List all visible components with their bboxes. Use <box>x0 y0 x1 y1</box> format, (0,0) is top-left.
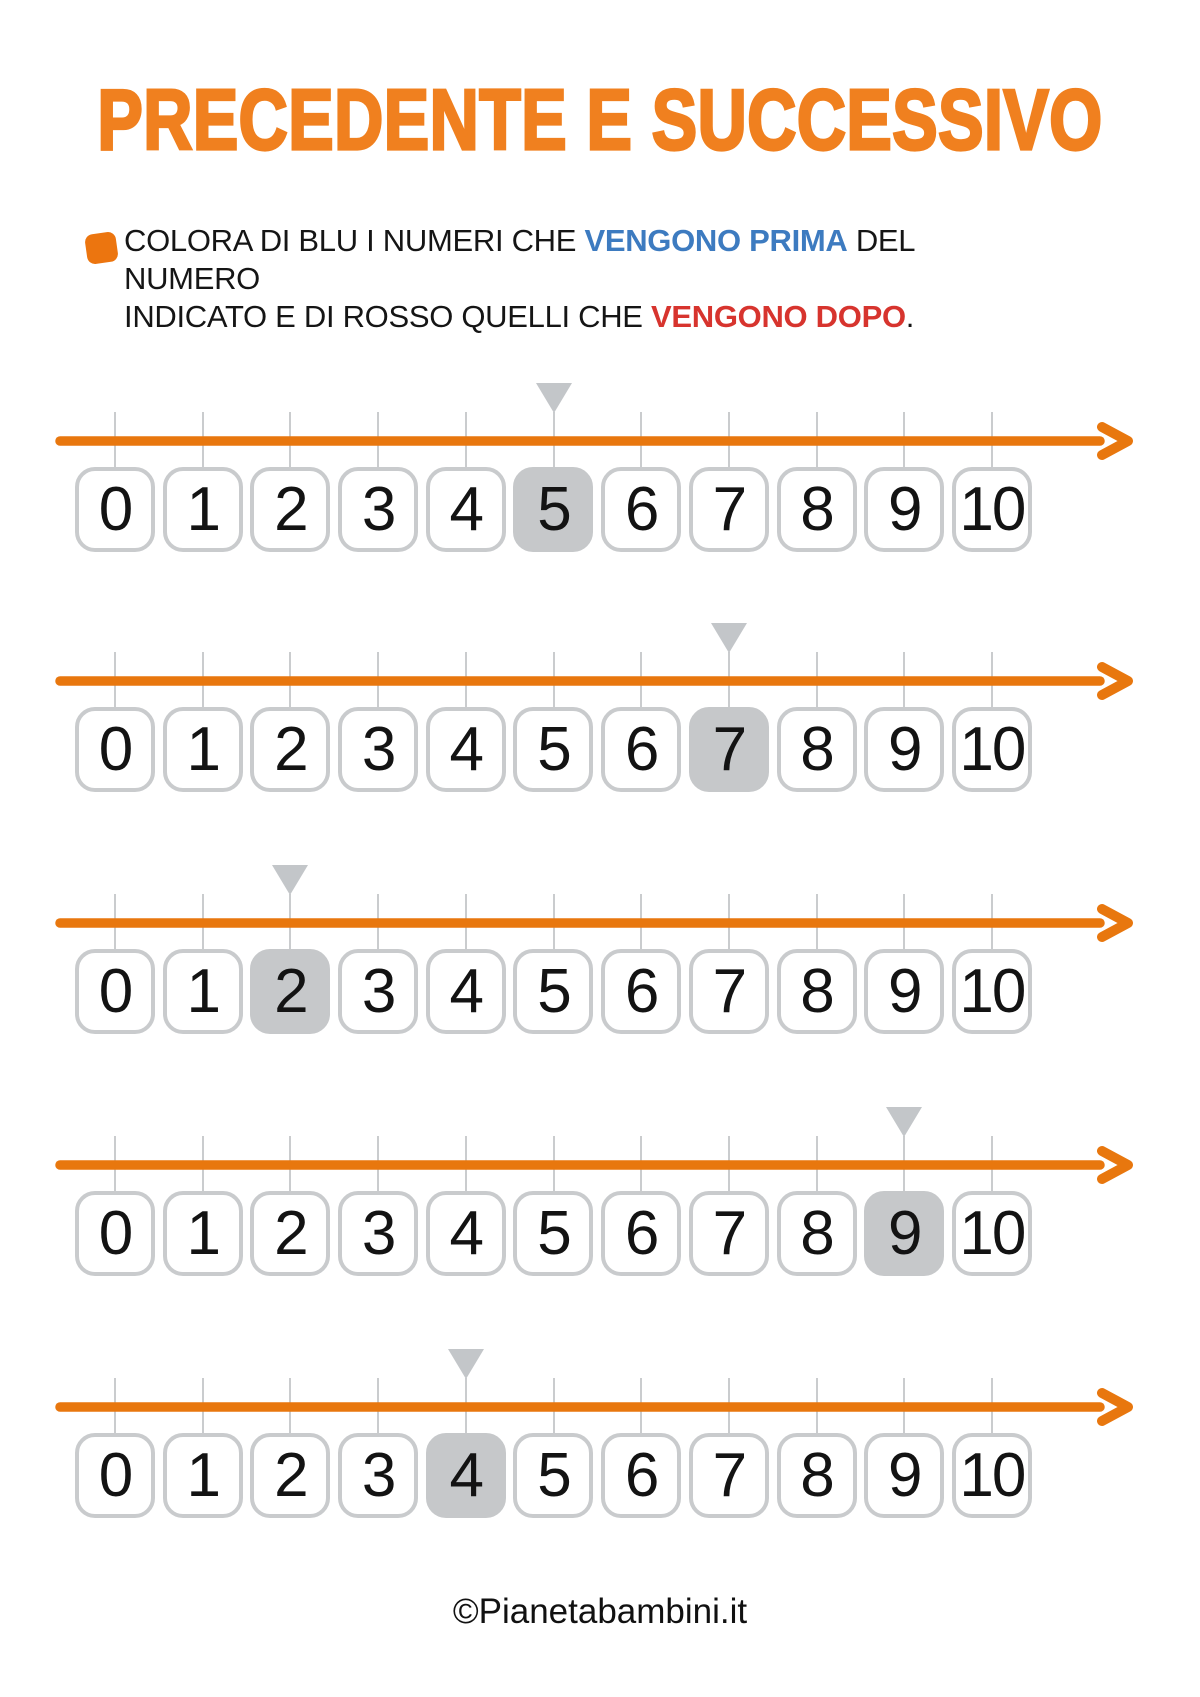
number-box: 5 <box>513 949 593 1034</box>
number-box: 0 <box>75 949 155 1034</box>
number-box: 3 <box>338 949 418 1034</box>
number-box: 8 <box>777 707 857 792</box>
number-box: 4 <box>426 949 506 1034</box>
number-box-marked: 9 <box>864 1191 944 1276</box>
number-box: 9 <box>864 707 944 792</box>
instruction-part3: . <box>905 299 915 334</box>
number-box: 3 <box>338 1433 418 1518</box>
number-line-arrow-icon <box>54 421 1140 461</box>
number-box: 2 <box>250 707 330 792</box>
number-box: 5 <box>513 1433 593 1518</box>
number-box: 2 <box>250 1433 330 1518</box>
page-title: PRECEDENTE E SUCCESSIVO <box>97 72 1103 168</box>
marker-triangle-icon <box>886 1107 922 1137</box>
number-box: 6 <box>601 1433 681 1518</box>
number-box: 0 <box>75 707 155 792</box>
instruction-part2b: INDICATO E DI ROSSO QUELLI CHE <box>124 299 651 334</box>
number-box: 3 <box>338 707 418 792</box>
number-box: 1 <box>163 949 243 1034</box>
number-box: 9 <box>864 1433 944 1518</box>
number-line-4 <box>0 1061 1200 1281</box>
number-box-row <box>75 707 1032 792</box>
number-box: 6 <box>601 949 681 1034</box>
number-box: 7 <box>689 1433 769 1518</box>
number-box: 2 <box>250 1191 330 1276</box>
instruction-part1: COLORA DI BLU I NUMERI CHE <box>124 223 585 258</box>
footer-credit: ©Pianetabambini.it <box>452 1592 748 1631</box>
instruction-highlight-red: VENGONO DOPO <box>651 299 906 334</box>
number-box: 8 <box>777 1191 857 1276</box>
number-box-row <box>75 467 1032 552</box>
number-line-arrow-icon <box>54 1145 1140 1185</box>
marker-triangle-icon <box>272 865 308 895</box>
number-box: 1 <box>163 707 243 792</box>
number-box: 6 <box>601 707 681 792</box>
number-box: 1 <box>163 467 243 552</box>
number-box: 9 <box>864 467 944 552</box>
number-line-2 <box>0 577 1200 797</box>
number-box: 1 <box>163 1433 243 1518</box>
number-box: 4 <box>426 707 506 792</box>
number-box-row <box>75 949 1032 1034</box>
instruction-highlight-blue: VENGONO PRIMA <box>584 223 848 258</box>
number-line-arrow-icon <box>54 903 1140 943</box>
number-box: 7 <box>689 1191 769 1276</box>
number-box: 0 <box>75 1191 155 1276</box>
marker-triangle-icon <box>711 623 747 653</box>
number-box: 4 <box>426 467 506 552</box>
number-box: 3 <box>338 1191 418 1276</box>
number-box: 0 <box>75 467 155 552</box>
number-box: 8 <box>777 467 857 552</box>
number-box-marked: 4 <box>426 1433 506 1518</box>
title-container <box>0 72 1200 168</box>
number-box-row <box>75 1191 1032 1276</box>
number-box: 8 <box>777 949 857 1034</box>
number-line-3 <box>0 819 1200 1039</box>
number-box-marked: 2 <box>250 949 330 1034</box>
number-line-arrow-icon <box>54 661 1140 701</box>
instruction-part2a: DEL NUMERO <box>124 223 915 296</box>
number-line-5 <box>0 1303 1200 1523</box>
number-box: 9 <box>864 949 944 1034</box>
number-box: 0 <box>75 1433 155 1518</box>
number-line-1 <box>0 337 1200 557</box>
number-box: 10 <box>952 467 1032 552</box>
number-box-marked: 7 <box>689 707 769 792</box>
number-box: 3 <box>338 467 418 552</box>
number-box: 10 <box>952 707 1032 792</box>
instruction-text <box>124 222 1044 336</box>
number-box: 10 <box>952 1433 1032 1518</box>
number-box: 5 <box>513 1191 593 1276</box>
orange-bullet-icon <box>84 231 119 265</box>
number-box-row <box>75 1433 1032 1518</box>
number-box: 7 <box>689 949 769 1034</box>
number-box: 1 <box>163 1191 243 1276</box>
number-box: 4 <box>426 1191 506 1276</box>
number-box: 6 <box>601 1191 681 1276</box>
number-box-marked: 5 <box>513 467 593 552</box>
number-box: 10 <box>952 1191 1032 1276</box>
marker-triangle-icon <box>536 383 572 413</box>
marker-triangle-icon <box>448 1349 484 1379</box>
number-box: 6 <box>601 467 681 552</box>
number-box: 7 <box>689 467 769 552</box>
number-box: 2 <box>250 467 330 552</box>
number-box: 5 <box>513 707 593 792</box>
number-line-arrow-icon <box>54 1387 1140 1427</box>
number-box: 8 <box>777 1433 857 1518</box>
number-box: 10 <box>952 949 1032 1034</box>
